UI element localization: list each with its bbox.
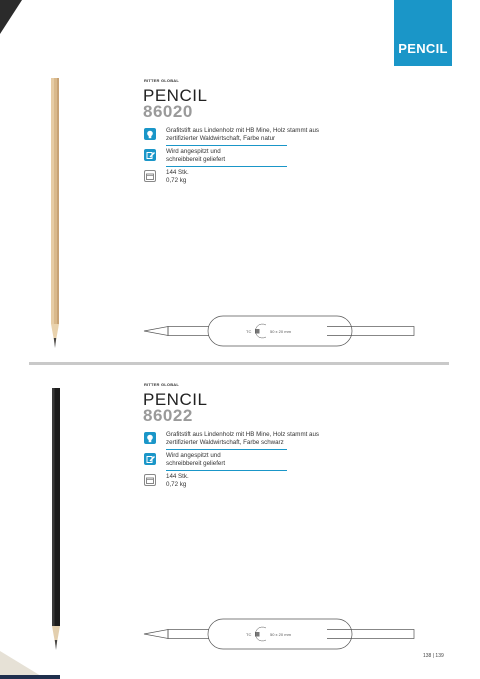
brand-label: RITTER GLOBAL	[144, 382, 180, 387]
edit-icon	[144, 149, 156, 161]
print-method: TC	[246, 632, 252, 637]
corner-stripe-bottom	[0, 675, 60, 679]
feature-text-line: 144 Stk.	[166, 473, 189, 480]
brand-label: RITTER GLOBAL	[144, 78, 180, 83]
pencil-image	[48, 76, 62, 351]
feature-text-line: schreibbereit geliefert	[166, 156, 226, 164]
corner-decoration-dark	[0, 0, 22, 34]
box-icon	[144, 474, 156, 486]
product-title: PENCIL	[143, 390, 208, 409]
feature-underline	[166, 145, 287, 146]
pencil-image	[49, 386, 63, 654]
feature-text-line: Wird angespitzt und	[166, 148, 221, 155]
print-size: 50 x 20 mm	[270, 329, 291, 334]
feature-text-line: 0,72 kg	[166, 177, 187, 185]
feature-text-line: zertifizierter Waldwirtschaft, Farbe natur	[166, 135, 276, 143]
print-area-drawing	[142, 617, 418, 653]
edit-icon	[144, 453, 156, 465]
product-number: 86022	[143, 406, 193, 425]
box-icon	[144, 170, 156, 182]
product-title: PENCIL	[143, 86, 208, 105]
category-tab-label: PENCIL	[398, 41, 448, 56]
feature-underline	[166, 166, 287, 167]
lightbulb-icon	[144, 128, 156, 140]
category-tab	[394, 0, 452, 66]
print-method: TC	[246, 329, 252, 334]
page-numbers: 138 | 139	[423, 653, 444, 659]
product-number: 86020	[143, 102, 193, 121]
print-area-drawing	[142, 314, 418, 350]
section-divider	[29, 362, 449, 365]
feature-text-line: Grafitstift aus Lindenholz mit HB Mine, Holz stammt aus	[166, 127, 320, 134]
feature-underline	[166, 449, 287, 450]
feature-text-line: zertifizierter Waldwirtschaft, Farbe schwarz	[166, 439, 284, 447]
feature-underline	[166, 470, 287, 471]
feature-text-line: 0,72 kg	[166, 481, 187, 489]
feature-text-line: Wird angespitzt und	[166, 452, 221, 459]
feature-text-line: 144 Stk.	[166, 169, 189, 176]
feature-text-line: schreibbereit geliefert	[166, 460, 226, 468]
print-size: 50 x 20 mm	[270, 632, 291, 637]
lightbulb-icon	[144, 432, 156, 444]
feature-text-line: Grafitstift aus Lindenholz mit HB Mine, Holz stammt aus	[166, 431, 320, 438]
